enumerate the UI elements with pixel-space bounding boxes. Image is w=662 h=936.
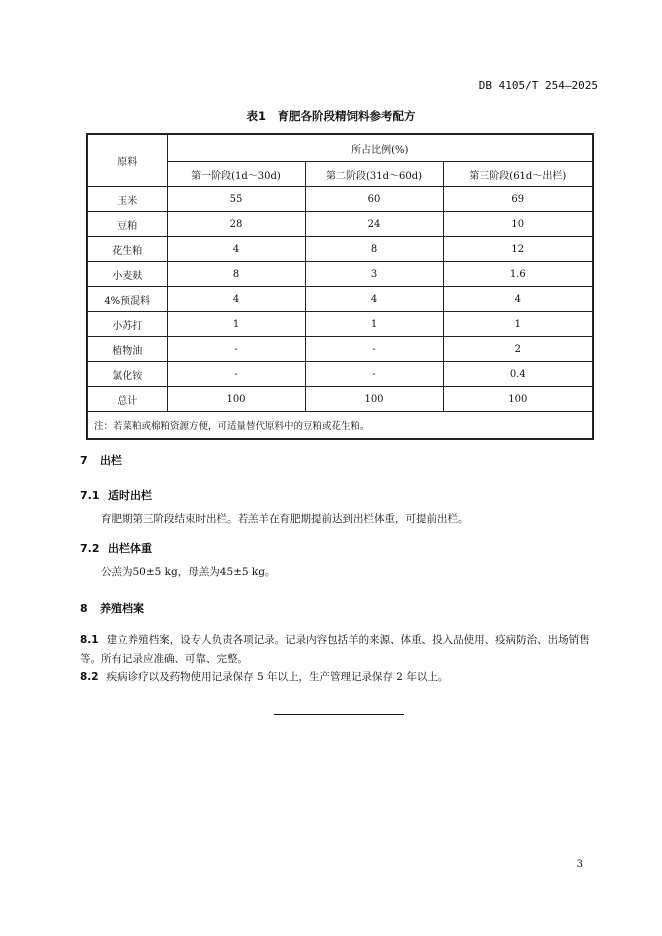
cell-value: 10 bbox=[443, 212, 593, 237]
section-title: 出栏 bbox=[100, 454, 122, 467]
cell-value: 3 bbox=[305, 262, 443, 287]
col-header-stage-3: 第三阶段(61d～出栏) bbox=[443, 162, 593, 187]
cell-material: 玉米 bbox=[87, 187, 167, 212]
cell-value: 8 bbox=[167, 262, 305, 287]
clause-text: 疾病诊疗以及药物使用记录保存 5 年以上，生产管理记录保存 2 年以上。 bbox=[106, 671, 449, 683]
table-total-row bbox=[87, 387, 593, 412]
col-header-ratio: 所占比例(%) bbox=[167, 134, 593, 162]
end-of-document-line bbox=[274, 714, 404, 715]
cell-value: 69 bbox=[443, 187, 593, 212]
section-title: 适时出栏 bbox=[108, 489, 152, 502]
col-header-stage-2: 第二阶段(31d～60d) bbox=[305, 162, 443, 187]
cell-value: 1 bbox=[305, 312, 443, 337]
table-note-row bbox=[87, 412, 593, 440]
section-7-2-text: 公羔为50±5 kg，母羔为45±5 kg。 bbox=[101, 566, 276, 578]
section-title: 出栏体重 bbox=[108, 542, 152, 555]
cell-value: 12 bbox=[443, 237, 593, 262]
table-note: 注：若菜粕或棉粕资源方便，可适量替代原料中的豆粕或花生粕。 bbox=[87, 412, 593, 440]
cell-material: 豆粕 bbox=[87, 212, 167, 237]
cell-value: 4 bbox=[305, 287, 443, 312]
document-code: DB 4105/T 254—2025 bbox=[478, 79, 598, 92]
table-row bbox=[87, 287, 593, 312]
clause-text: 建立养殖档案，设专人负责各项记录。记录内容包括羊的来源、体重、投入品使用、疫病防治、出场销售等。所有记录应准确、可靠、完整。 bbox=[80, 634, 590, 665]
page-number: 3 bbox=[576, 859, 583, 870]
section-number: 8 bbox=[80, 602, 88, 615]
cell-value: - bbox=[305, 337, 443, 362]
cell-value: 1.6 bbox=[443, 262, 593, 287]
table-header-row bbox=[87, 134, 593, 162]
col-header-stage-1: 第一阶段(1d～30d) bbox=[167, 162, 305, 187]
section-8-2-paragraph bbox=[80, 668, 592, 687]
cell-value: 28 bbox=[167, 212, 305, 237]
section-8-heading bbox=[80, 600, 144, 616]
cell-material: 植物油 bbox=[87, 337, 167, 362]
cell-value: - bbox=[167, 362, 305, 387]
cell-value: 55 bbox=[167, 187, 305, 212]
cell-value: 100 bbox=[305, 387, 443, 412]
section-7-1-heading bbox=[80, 487, 152, 503]
table-row bbox=[87, 262, 593, 287]
cell-value: - bbox=[305, 362, 443, 387]
col-header-material: 原料 bbox=[87, 134, 167, 187]
section-title: 养殖档案 bbox=[100, 602, 144, 615]
clause-number: 8.2 bbox=[80, 671, 99, 683]
section-7-2-heading bbox=[80, 540, 152, 556]
cell-material: 氯化铵 bbox=[87, 362, 167, 387]
cell-value: 100 bbox=[167, 387, 305, 412]
cell-value: 4 bbox=[167, 237, 305, 262]
section-number: 7.1 bbox=[80, 489, 100, 502]
cell-material: 花生粕 bbox=[87, 237, 167, 262]
clause-number: 8.1 bbox=[80, 634, 99, 646]
cell-material: 小苏打 bbox=[87, 312, 167, 337]
cell-value: 4 bbox=[443, 287, 593, 312]
cell-value: 60 bbox=[305, 187, 443, 212]
section-7-heading bbox=[80, 452, 122, 468]
cell-value: 100 bbox=[443, 387, 593, 412]
section-7-1-text: 育肥期第三阶段结束时出栏。若羔羊在育肥期提前达到出栏体重，可提前出栏。 bbox=[101, 513, 469, 525]
cell-value: - bbox=[167, 337, 305, 362]
cell-material: 小麦麸 bbox=[87, 262, 167, 287]
cell-material: 4%预混料 bbox=[87, 287, 167, 312]
table-row bbox=[87, 312, 593, 337]
cell-value: 24 bbox=[305, 212, 443, 237]
cell-value: 1 bbox=[443, 312, 593, 337]
cell-value: 1 bbox=[167, 312, 305, 337]
cell-value: 4 bbox=[167, 287, 305, 312]
table-row bbox=[87, 337, 593, 362]
section-number: 7 bbox=[80, 454, 88, 467]
cell-value: 2 bbox=[443, 337, 593, 362]
section-number: 7.2 bbox=[80, 542, 100, 555]
section-8-1-paragraph bbox=[80, 631, 592, 669]
cell-value: 0.4 bbox=[443, 362, 593, 387]
table-row bbox=[87, 362, 593, 387]
feed-formula-table bbox=[86, 133, 594, 440]
cell-material: 总计 bbox=[87, 387, 167, 412]
table-row bbox=[87, 212, 593, 237]
table-caption: 表1 育肥各阶段精饲料参考配方 bbox=[246, 109, 416, 123]
table-row bbox=[87, 187, 593, 212]
cell-value: 8 bbox=[305, 237, 443, 262]
table-row bbox=[87, 237, 593, 262]
